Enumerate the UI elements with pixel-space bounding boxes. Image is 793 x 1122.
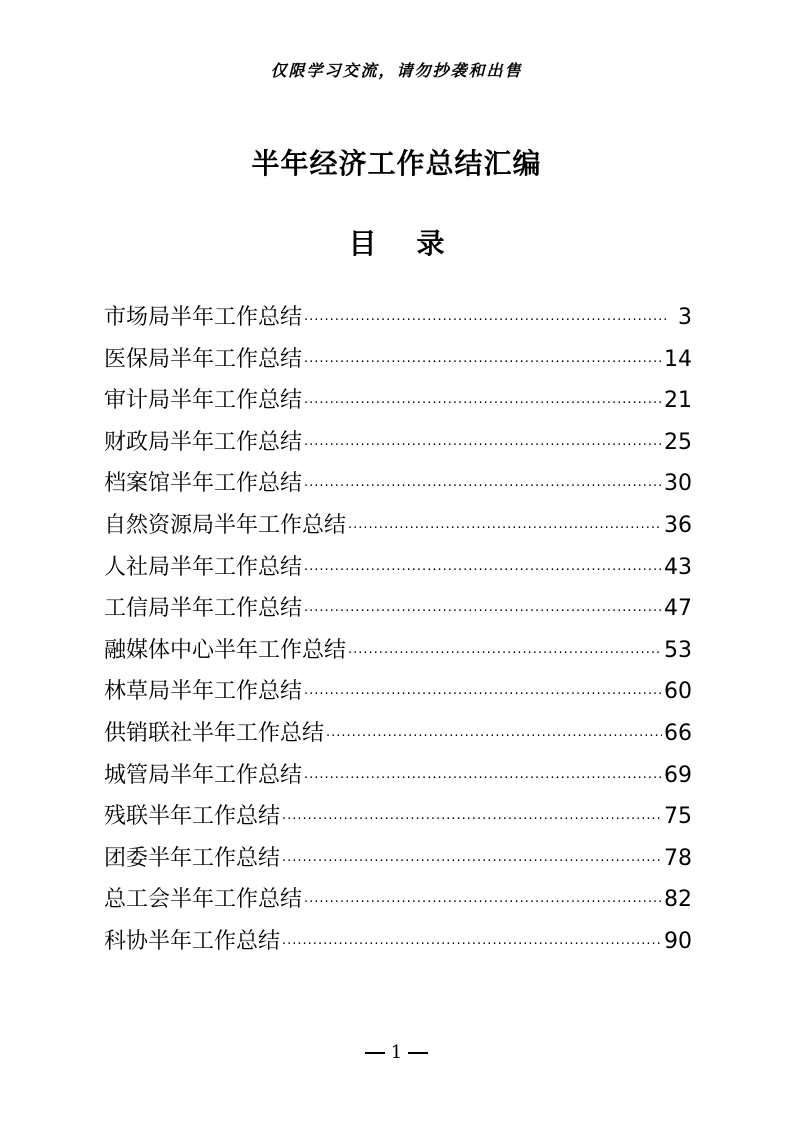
- toc-dot-leader: [304, 425, 662, 467]
- toc-entry-page: 21: [664, 388, 692, 414]
- footer-dash-right: [408, 1052, 428, 1054]
- toc-entry-page: 43: [664, 554, 692, 580]
- table-of-contents: [104, 297, 692, 963]
- toc-entry[interactable]: [104, 380, 692, 422]
- toc-entry-page: 78: [664, 845, 692, 871]
- toc-entry[interactable]: [104, 339, 692, 381]
- toc-dot-leader: [282, 924, 662, 966]
- toc-dot-leader: [304, 550, 662, 592]
- toc-entry-label: 财政局半年工作总结: [104, 429, 303, 455]
- toc-entry[interactable]: [104, 796, 692, 838]
- toc-entry-label: 人社局半年工作总结: [104, 554, 303, 580]
- toc-dot-leader: [304, 466, 662, 508]
- footer-page-number: 1: [390, 1042, 403, 1063]
- toc-heading-char-2: 录: [416, 227, 445, 260]
- toc-entry-label: 残联半年工作总结: [104, 804, 281, 830]
- toc-entry[interactable]: [104, 755, 692, 797]
- toc-dot-leader: [326, 716, 662, 758]
- toc-entry-label: 工信局半年工作总结: [104, 596, 303, 622]
- toc-entry-page: 75: [664, 804, 692, 830]
- toc-dot-leader: [304, 758, 662, 800]
- toc-entry-page: 36: [664, 512, 692, 538]
- toc-entry[interactable]: [104, 463, 692, 505]
- toc-dot-leader: [348, 633, 662, 675]
- toc-entry[interactable]: [104, 713, 692, 755]
- toc-dot-leader: [304, 591, 662, 633]
- toc-entry-label: 医保局半年工作总结: [104, 346, 303, 372]
- toc-heading-char-1: 目: [348, 227, 377, 260]
- toc-entry[interactable]: [104, 879, 692, 921]
- toc-entry-page: 3: [678, 305, 692, 330]
- toc-dot-leader: [304, 674, 662, 716]
- toc-entry-label: 城管局半年工作总结: [104, 762, 303, 788]
- toc-entry-label: 总工会半年工作总结: [104, 887, 303, 913]
- document-title: 半年经济工作总结汇编: [251, 147, 542, 180]
- toc-entry[interactable]: [104, 671, 692, 713]
- toc-entry-label: 融媒体中心半年工作总结: [104, 637, 347, 663]
- toc-entry[interactable]: [104, 630, 692, 672]
- toc-heading: [0, 222, 793, 262]
- toc-entry[interactable]: [104, 838, 692, 880]
- toc-entry[interactable]: [104, 588, 692, 630]
- toc-entry-page: 60: [664, 679, 692, 705]
- toc-entry-label: 供销联社半年工作总结: [104, 720, 325, 746]
- toc-entry-page: 82: [664, 887, 692, 913]
- footer-dash-left: [365, 1052, 385, 1054]
- toc-entry-page: 66: [664, 720, 692, 746]
- toc-entry[interactable]: [104, 422, 692, 464]
- toc-entry[interactable]: [104, 505, 692, 547]
- toc-dot-leader: [304, 882, 662, 924]
- toc-dot-leader: [282, 841, 662, 883]
- toc-entry-page: 53: [664, 637, 692, 663]
- toc-entry-page: 14: [664, 346, 692, 372]
- toc-entry-label: 档案馆半年工作总结: [104, 471, 303, 497]
- toc-entry-page: 25: [664, 429, 692, 455]
- toc-dot-leader: [304, 342, 662, 384]
- toc-dot-leader: [282, 799, 662, 841]
- toc-entry-label: 林草局半年工作总结: [104, 679, 303, 705]
- toc-entry[interactable]: [104, 547, 692, 589]
- toc-entry-label: 团委半年工作总结: [104, 845, 281, 871]
- toc-entry-page: 69: [664, 762, 692, 788]
- toc-dot-leader: [304, 383, 662, 425]
- toc-entry-label: 自然资源局半年工作总结: [104, 512, 347, 538]
- toc-entry-label: 科协半年工作总结: [104, 928, 281, 954]
- toc-entry-page: 30: [664, 471, 692, 497]
- toc-dot-leader: [348, 508, 662, 550]
- toc-entry[interactable]: [104, 297, 692, 339]
- toc-entry-page: 90: [664, 928, 692, 954]
- toc-entry-page: 47: [664, 596, 692, 622]
- header-note: 仅限学习交流，请勿抄袭和出售: [270, 61, 523, 80]
- page-footer: [0, 1042, 793, 1063]
- toc-dot-leader: [304, 300, 668, 342]
- toc-entry-label: 审计局半年工作总结: [104, 388, 303, 414]
- toc-entry[interactable]: [104, 921, 692, 963]
- toc-entry-label: 市场局半年工作总结: [104, 305, 303, 330]
